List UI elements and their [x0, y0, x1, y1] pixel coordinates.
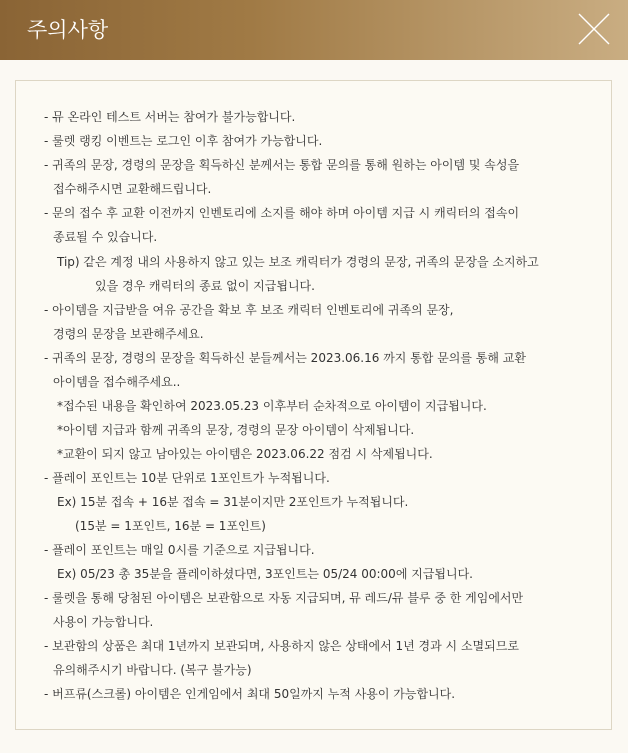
notice-line: 있을 경우 캐릭터의 종료 없이 지급됩니다.: [95, 279, 315, 293]
notice-line: *교환이 되지 않고 남아있는 아이템은 2023.06.22 점검 시 삭제됩니다.: [57, 447, 433, 461]
notice-line: (15분 = 1포인트, 16분 = 1포인트): [75, 519, 266, 533]
close-icon: [575, 10, 613, 48]
notice-line: 유의해주시기 바랍니다. (복구 불가능): [53, 663, 252, 677]
modal-header: [0, 0, 628, 60]
notice-line: Ex) 05/23 총 35분을 플레이하셨다면, 3포인트는 05/24 00:00에 지급됩니다.: [57, 567, 474, 581]
notice-line: - 귀족의 문장, 경령의 문장을 획득하신 분들께서는 2023.06.16 까지 통합 문의를 통해 교환: [44, 351, 526, 365]
notice-panel: [15, 80, 612, 730]
notice-line: *접수된 내용을 확인하여 2023.05.23 이후부터 순차적으로 아이템이 지급됩니다.: [57, 399, 487, 413]
notice-line: 아이템을 접수해주세요..: [53, 375, 181, 389]
notice-line: *아이템 지급과 함께 귀족의 문장, 경령의 문장 아이템이 삭제됩니다.: [57, 423, 415, 437]
modal-title: 주의사항: [27, 18, 109, 42]
notice-line: - 룰렛 랭킹 이벤트는 로그인 이후 참여가 가능합니다.: [44, 134, 323, 148]
notice-line: Tip) 같은 계정 내의 사용하지 않고 있는 보조 캐릭터가 경령의 문장, 귀족의 문장을 소지하고: [57, 255, 539, 269]
notice-line: 사용이 가능합니다.: [53, 615, 154, 629]
notice-line: - 보관함의 상품은 최대 1년까지 보관되며, 사용하지 않은 상태에서 1년 경과 시 소멸되므로: [44, 639, 519, 653]
notice-line: 경령의 문장을 보관해주세요.: [53, 327, 204, 341]
notice-line: 접수해주시면 교환해드립니다.: [53, 182, 212, 196]
notice-line: - 아이템을 지급받을 여유 공간을 확보 후 보조 캐릭터 인벤토리에 귀족의 문장,: [44, 303, 454, 317]
notice-line: - 뮤 온라인 테스트 서버는 참여가 불가능합니다.: [44, 110, 296, 124]
notice-line: Ex) 15분 접속 + 16분 접속 = 31분이지만 2포인트가 누적됩니다.: [57, 495, 409, 509]
notice-line: - 귀족의 문장, 경령의 문장을 획득하신 분께서는 통합 문의를 통해 원하는 아이템 및 속성을: [44, 158, 520, 172]
notice-line: - 플레이 포인트는 10분 단위로 1포인트가 누적됩니다.: [44, 471, 330, 485]
notice-line: - 플레이 포인트는 매일 0시를 기준으로 지급됩니다.: [44, 543, 315, 557]
close-button[interactable]: [575, 10, 613, 48]
notice-list: [16, 81, 613, 731]
notice-line: 종료될 수 있습니다.: [53, 230, 158, 244]
notice-line: - 룰렛을 통해 당첨된 아이템은 보관함으로 자동 지급되며, 뮤 레드/뮤 블루 중 한 게임에서만: [44, 591, 524, 605]
notice-line: - 문의 접수 후 교환 이전까지 인벤토리에 소지를 해야 하며 아이템 지급 시 캐릭터의 접속이: [44, 206, 520, 220]
notice-line: - 버프류(스크롤) 아이템은 인게임에서 최대 50일까지 누적 사용이 가능합니다.: [44, 687, 456, 701]
